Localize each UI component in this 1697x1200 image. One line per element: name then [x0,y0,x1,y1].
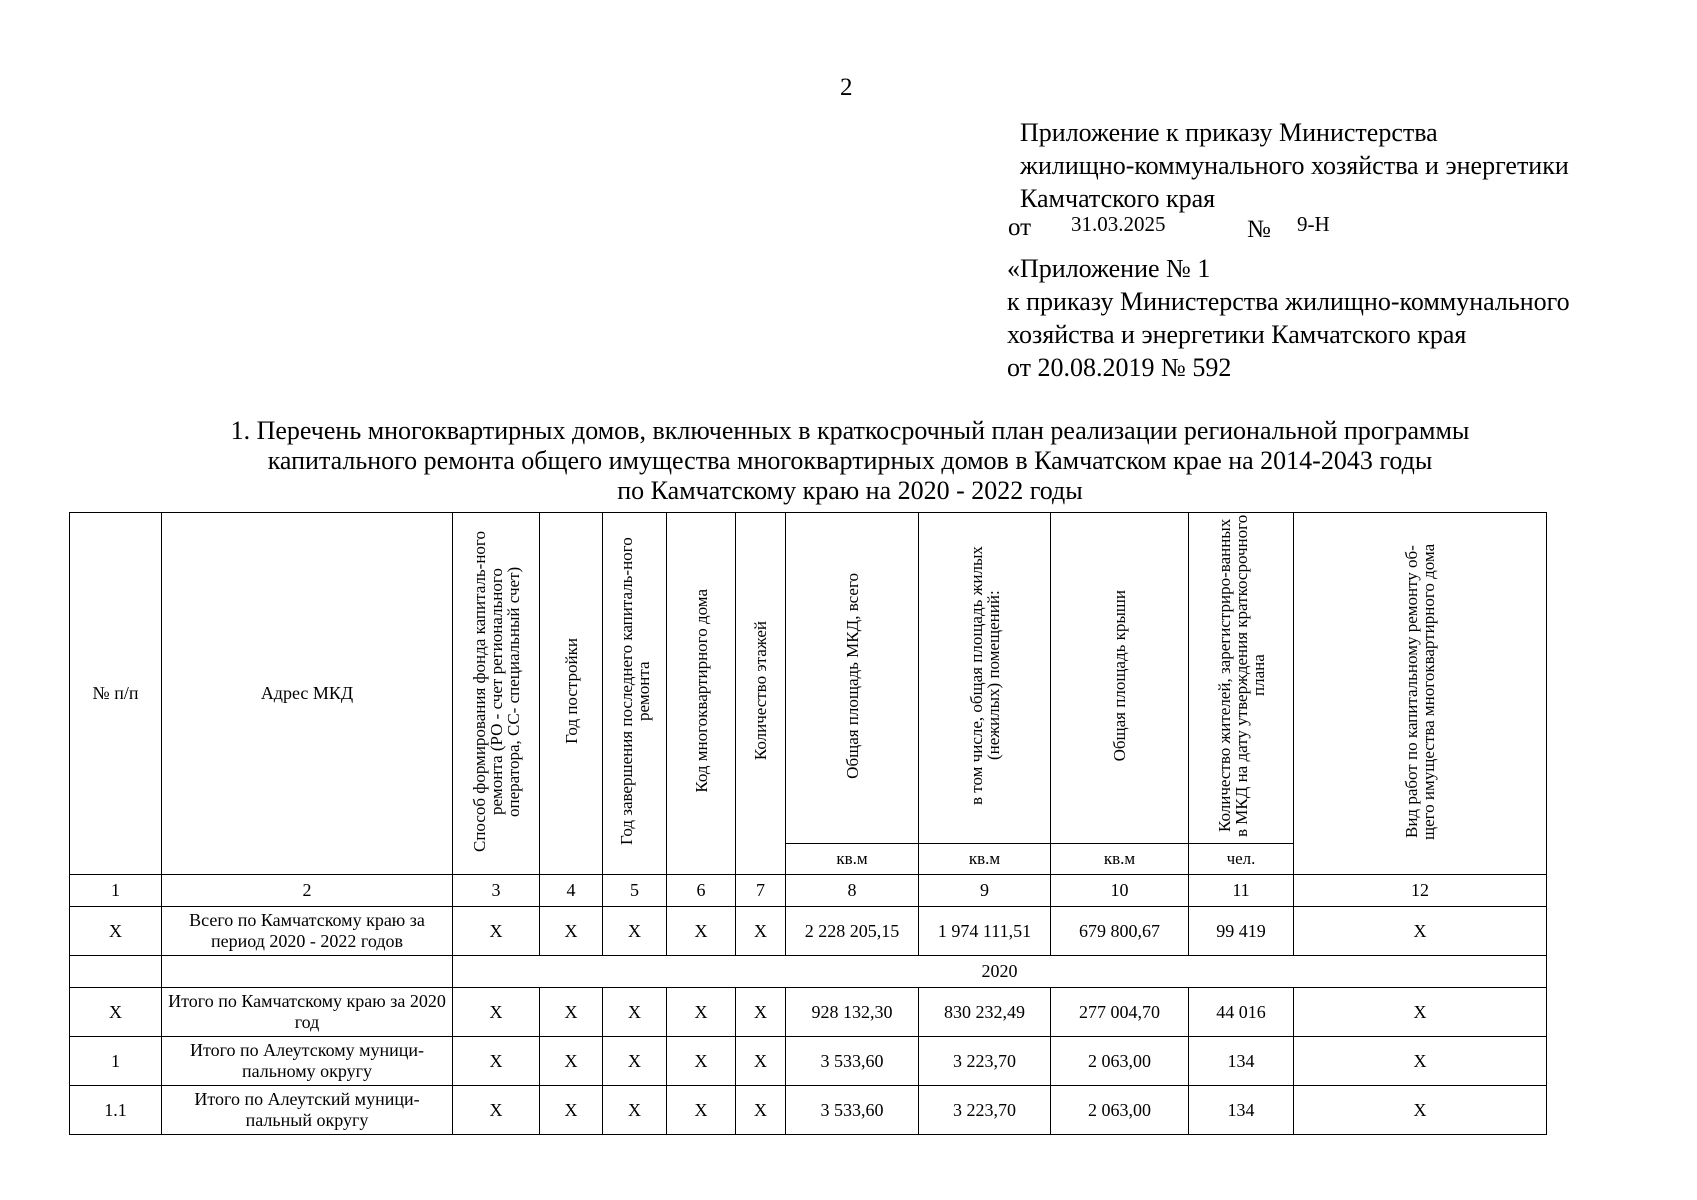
cell-roof-area: 2 063,00 [1051,1086,1189,1135]
cell-roof-area: 277 004,70 [1051,988,1189,1037]
cell-work-type: X [1294,1086,1547,1135]
appendix-line: Приложение к приказу Министерства [1020,118,1438,147]
page-number: 2 [840,74,853,101]
cell-work-type: X [1294,1037,1547,1086]
column-number: 10 [1051,875,1189,907]
cell-address: Всего по Камчатскому краю за период 2020 - 2022 годов [162,907,453,956]
appendix-line: жилищно-коммунального хозяйства и энергетики [1020,151,1569,180]
cell-year-built: X [540,988,603,1037]
order-number: 9-Н [1297,212,1330,236]
cell-work-type: X [1294,907,1547,956]
unit-cell: кв.м [1051,844,1189,875]
appendix-header [1020,116,1569,215]
column-number: 8 [786,875,919,907]
cell-floors: X [736,1037,786,1086]
header-cell-address [162,513,453,875]
cell-area-total: 3 533,60 [786,1086,919,1135]
column-number: 5 [603,875,667,907]
column-number: 9 [919,875,1051,907]
order-date-prefix: от [1008,214,1032,241]
unit-cell: кв.м [786,844,919,875]
column-number: 12 [1294,875,1547,907]
header-cell-area-total [786,513,919,844]
cell-year-built: X [540,1037,603,1086]
header-cell-last-repair [603,513,667,875]
header-label: Количество этажей [751,621,770,761]
cell-empty [70,956,162,988]
cell-address: Итого по Алеутскому муници-пальному округу [162,1037,453,1086]
cell-house-code: X [667,988,736,1037]
cell-area-total: 2 228 205,15 [786,907,919,956]
houses-table [69,512,1547,1135]
previous-appendix-line: к приказу Министерства жилищно-коммунального [1007,287,1570,316]
header-cell-house-code [667,513,736,875]
header-label: Способ формирования фонда капиталь-ного ремонта (РО - счет регионального оператора, СС- специальный счет) [469,530,523,852]
cell-area-total: 3 533,60 [786,1037,919,1086]
cell-house-code: X [667,907,736,956]
cell-roof-area: 679 800,67 [1051,907,1189,956]
table-row-total [70,907,1547,956]
cell-area-premises: 830 232,49 [919,988,1051,1037]
previous-appendix-line: хозяйства и энергетики Камчатского края [1007,320,1467,349]
title-line: 1. Перечень многоквартирных домов, включенных в краткосрочный план реализации региональной программы [230,416,1470,445]
cell-address: Итого по Алеутский муници-пальный округу [162,1086,453,1135]
order-number-prefix: № [1247,216,1271,243]
column-number: 3 [453,875,540,907]
cell-residents: 99 419 [1189,907,1294,956]
cell-residents: 44 016 [1189,988,1294,1037]
cell-empty [162,956,453,988]
cell-residents: 134 [1189,1037,1294,1086]
header-cell-method [453,513,540,875]
year-label: 2020 [453,956,1547,988]
header-cell-work-type [1294,513,1547,875]
table-row [70,1086,1547,1135]
cell-area-premises: 3 223,70 [919,1086,1051,1135]
previous-appendix-line: «Приложение № 1 [1007,254,1211,283]
unit-cell: чел. [1189,844,1294,875]
unit-cell: кв.м [919,844,1051,875]
title-line: капитального ремонта общего имущества многоквартирных домов в Камчатском крае на 2014-2043 годы [267,446,1433,475]
header-label: Общая площадь МКД, всего [842,572,862,779]
header-label: Количество жителей, зарегистриро-ванных в МКД на дату утверждения краткосрочного плана [1214,514,1268,837]
header-label: Год постройки [561,638,581,744]
header-label: Общая площадь крыши [1110,589,1129,762]
column-number: 11 [1189,875,1294,907]
column-numbers-row [70,875,1547,907]
header-label: Вид работ по капитальному ремонту об-щего имущества многоквартирного дома [1402,542,1438,840]
title-line: по Камчатскому краю на 2020 - 2022 годы [617,476,1083,505]
cell-floors: X [736,907,786,956]
cell-year-built: X [540,1086,603,1135]
cell-method: X [453,907,540,956]
table-row [70,988,1547,1037]
cell-area-premises: 3 223,70 [919,1037,1051,1086]
cell-work-type: X [1294,988,1547,1037]
header-cell-residents [1189,513,1294,844]
cell-method: X [453,1086,540,1135]
cell-floors: X [736,1086,786,1135]
cell-num: 1 [70,1037,162,1086]
appendix-line: Камчатского края [1020,184,1216,213]
header-cell-roof-area [1051,513,1189,844]
year-row [70,956,1547,988]
cell-last-repair: X [603,1037,667,1086]
column-number: 1 [70,875,162,907]
document-title [70,416,1630,506]
previous-appendix-header [1007,252,1570,384]
cell-address: Итого по Камчатскому краю за 2020 год [162,988,453,1037]
header-cell-area-premises [919,513,1051,844]
header-label: в том числе, общая площадь жилых (нежилых) помещений: [966,546,1003,805]
order-date: 31.03.2025 [1071,212,1166,236]
column-number: 7 [736,875,786,907]
cell-floors: X [736,988,786,1037]
column-number: 2 [162,875,453,907]
cell-area-premises: 1 974 111,51 [919,907,1051,956]
column-number: 6 [667,875,736,907]
previous-appendix-line: от 20.08.2019 № 592 [1007,353,1232,382]
column-number: 4 [540,875,603,907]
cell-num: X [70,907,162,956]
cell-area-total: 928 132,30 [786,988,919,1037]
header-label: Код многоквартирного дома [691,589,711,793]
cell-last-repair: X [603,1086,667,1135]
cell-last-repair: X [603,988,667,1037]
table-row [70,1037,1547,1086]
header-cell-year-built [540,513,603,875]
cell-residents: 134 [1189,1086,1294,1135]
header-row [70,513,1547,844]
cell-num: X [70,988,162,1037]
cell-num: 1.1 [70,1086,162,1135]
cell-house-code: X [667,1086,736,1135]
cell-house-code: X [667,1037,736,1086]
cell-method: X [453,988,540,1037]
header-label: Год завершения последнего капиталь-ного ремонта [616,537,653,845]
cell-method: X [453,1037,540,1086]
cell-year-built: X [540,907,603,956]
header-label: № п/п [92,683,139,703]
header-cell-num [70,513,162,875]
header-label: Адрес МКД [260,683,354,703]
cell-last-repair: X [603,907,667,956]
cell-roof-area: 2 063,00 [1051,1037,1189,1086]
header-cell-floors [736,513,786,875]
